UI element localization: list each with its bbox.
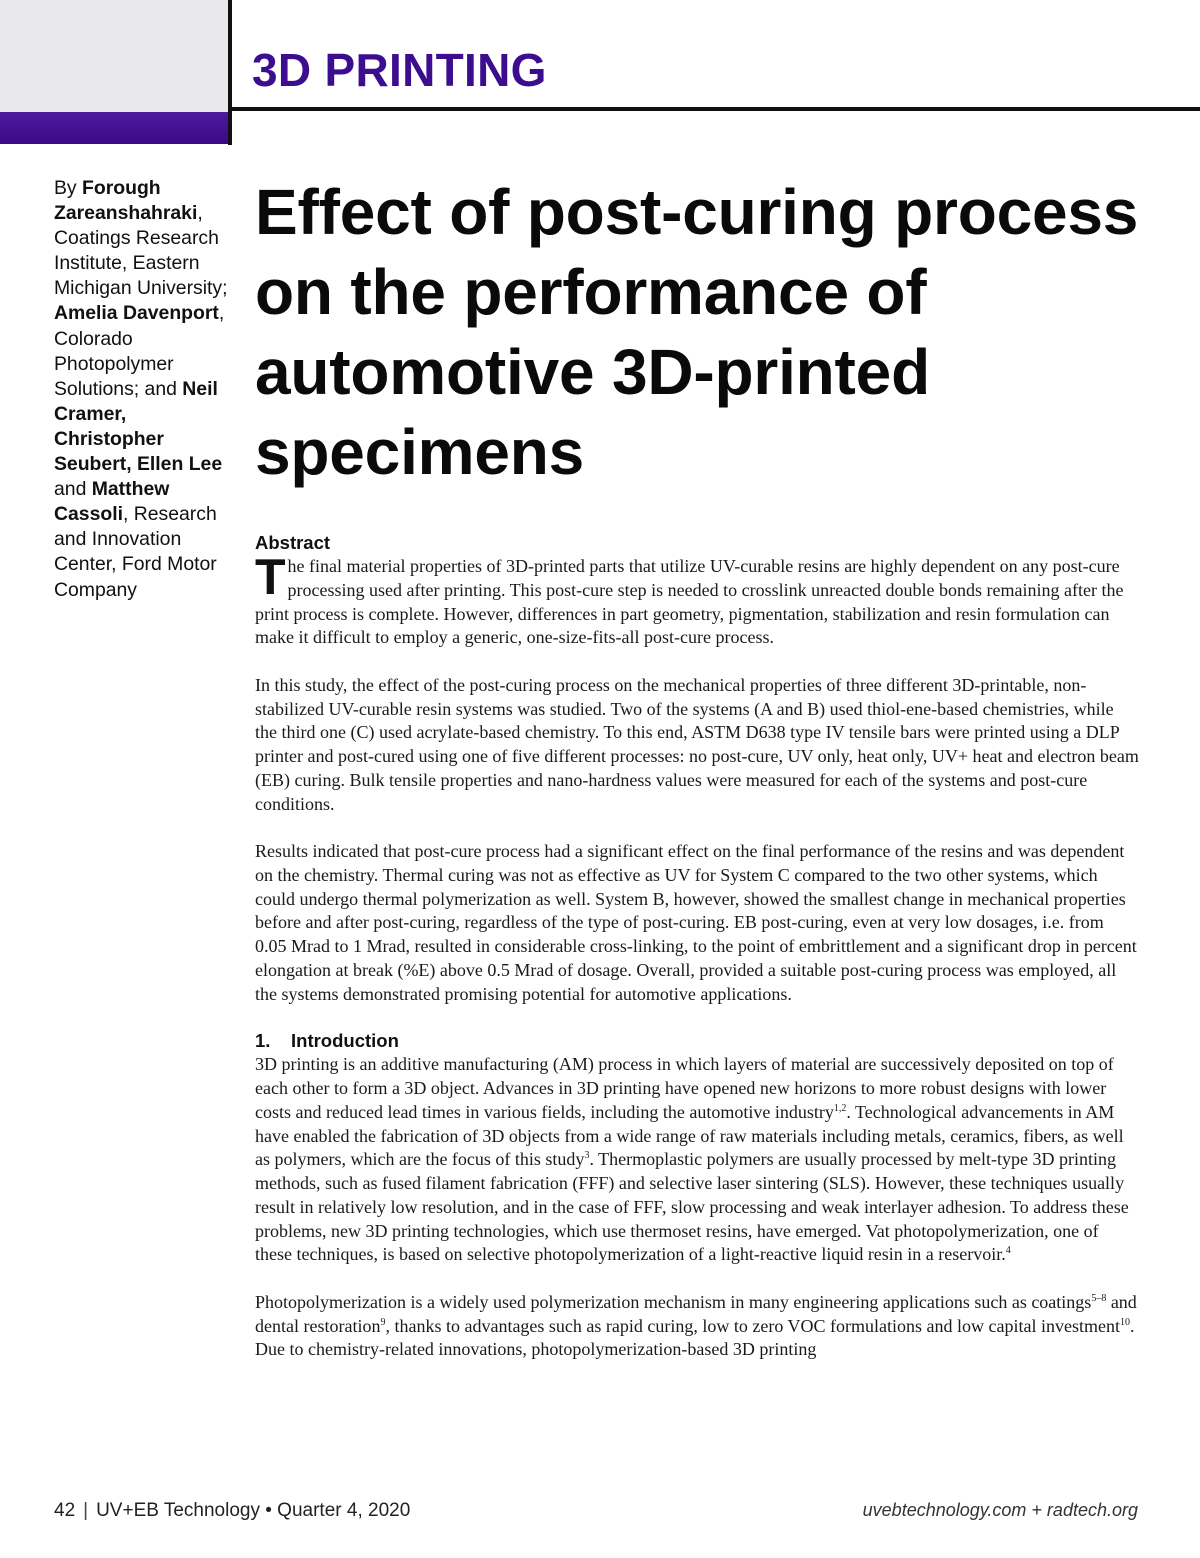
footer-publication-info (54, 1500, 410, 1522)
page-number: 42 (54, 1500, 76, 1521)
intro-p1-text-b: . Technological advancements in AM have enabled the fabrication of 3D objects from a wide range of raw materials including metals, ceramics, fibers, as well as polymers, which are the focus of this study (255, 1101, 1124, 1170)
header-vertical-rule (228, 0, 232, 145)
article-title: Effect of post-curing process on the performance of automotive 3D-printed specimens (255, 176, 1139, 488)
introduction-paragraph-1 (255, 1053, 1139, 1267)
citation-ref: 5–8 (1091, 1292, 1107, 1304)
footer-websites: uvebtechnology.com + radtech.org (862, 1500, 1138, 1520)
publication-name: UV+EB Technology • Quarter 4, 2020 (96, 1500, 411, 1521)
abstract-paragraph-1 (255, 549, 1139, 650)
header-grey-block (0, 0, 228, 112)
abstract-paragraph-2: In this study, the effect of the post-curing process on the mechanical properties of three different 3D-printable, non-stabilized UV-curable resin systems was studied. Two of the systems (A and B) used thiol-ene-based chemistries, while the third one (C) used acrylate-based chemistry. To this end, ASTM D638 type IV tensile bars were printed using a DLP printer and post-cured using one of five different processes: no post-cure, UV only, heat only, UV+ heat and electron beam (EB) curing. Bulk tensile properties and nano-hardness values were measured for each of the systems and post-cure conditions. (255, 674, 1139, 814)
intro-p2-text-a: Photopolymerization is a widely used polymerization mechanism in many engineering applications such as coatings (255, 1291, 1092, 1312)
citation-ref: 3 (584, 1150, 590, 1162)
byline-affiliation-2: , Colorado Photopolymer Solutions; and (54, 302, 225, 400)
byline-and: and (54, 478, 92, 501)
byline-affiliation-3: , Research and Innovation Center, Ford Motor Company (54, 503, 217, 601)
citation-ref: 4 (1005, 1245, 1011, 1257)
byline-affiliation-1: , Coatings Research Institute, Eastern Michigan University; (54, 202, 228, 300)
header-purple-bar (0, 112, 228, 144)
intro-p1-text-c: . Thermoplastic polymers are usually processed by melt-type 3D printing methods, such as fused filament fabrication (FFF) and selective laser sintering (SLS). However, these techniques usually result in relatively low resolution, and in the case of FFF, slow processing and weak interlayer adhesion. To address these problems, new 3D printing technologies, which use thermoset resins, have emerged. Vat photopolymerization, one of these techniques, is based on selective photopolymerization of a light-reactive liquid resin in a reservoir. (255, 1149, 1129, 1265)
byline (54, 176, 230, 603)
introduction-title: Introduction (291, 1030, 399, 1052)
footer-separator: | (83, 1500, 89, 1521)
introduction-heading (255, 1029, 1139, 1053)
byline-author-3: Neil Cramer, Christopher Seubert, Ellen Lee (54, 377, 223, 476)
introduction-paragraph-2 (255, 1291, 1139, 1362)
introduction-number: 1. (255, 1030, 271, 1052)
article-body (255, 531, 1139, 1362)
abstract-paragraph-1-text: he final material properties of 3D-printed parts that utilize UV-curable resins are highly dependent on any post-cure processing used after printing. This post-cure step is needed to crosslink unreacted double bonds remaining after the print process is complete. However, differences in part geometry, pigmentation, stabilization and resin formulation can make it difficult to employ a generic, one-size-fits-all post-cure process. (255, 556, 1124, 648)
byline-author-2: Amelia Davenport (54, 302, 219, 325)
section-label: 3D PRINTING (252, 44, 547, 96)
header-horizontal-rule (232, 107, 1200, 111)
intro-p2-text-b: and dental restoration (255, 1291, 1137, 1336)
byline-author-1: Forough Zareanshahraki (54, 177, 198, 225)
byline-author-4: Matthew Cassoli (54, 478, 170, 526)
intro-p2-text-d: . Due to chemistry-related innovations, photopolymerization-based 3D printing (255, 1315, 1135, 1360)
intro-p1-text-a: 3D printing is an additive manufacturing (AM) process in which layers of material are successively deposited on top of each other to form a 3D object. Advances in 3D printing have opened new horizons to more robust designs with lower costs and reduced lead times in various fields, including the automotive industry (255, 1054, 1114, 1122)
byline-by: By (54, 177, 83, 199)
citation-ref: 1,2 (833, 1102, 847, 1114)
drop-cap: T (255, 549, 286, 605)
citation-ref: 10 (1119, 1316, 1130, 1328)
intro-p2-text-c: , thanks to advantages such as rapid curing, low to zero VOC formulations and low capital investment (385, 1315, 1120, 1336)
abstract-heading: Abstract (255, 532, 331, 553)
citation-ref: 9 (380, 1316, 386, 1328)
abstract-paragraph-3: Results indicated that post-cure process had a significant effect on the final performance of the resins and was dependent on the chemistry. Thermal curing was not as effective as UV for System C compared to the two other systems, which could undergo thermal polymerization as well. System B, however, showed the smallest change in mechanical properties before and after post-curing, regardless of the type of post-curing. EB post-curing, even at very low dosages, i.e. from 0.05 Mrad to 1 Mrad, resulted in considerable cross-linking, to the point of embrittlement and a significant drop in percent elongation at break (%E) above 0.5 Mrad of dosage. Overall, provided a suitable post-curing process was employed, all the systems demonstrated promising potential for automotive applications. (255, 841, 1137, 1004)
